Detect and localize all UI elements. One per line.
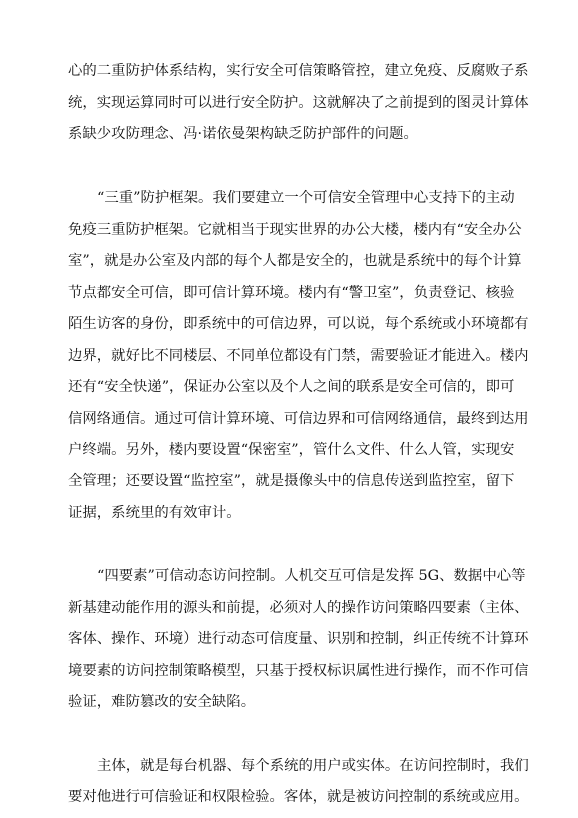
- paragraph-line: 新基建动能作用的源头和前提，必须对人的操作访问策略四要素（主体、: [68, 600, 529, 616]
- paragraph-line: 心的二重防护体系结构，实行安全可信策略管控，建立免疫、反腐败子系: [68, 63, 529, 79]
- paragraph-line: 主体，就是每台机器、每个系统的用户或实体。在访问控制时，我们: [97, 758, 529, 774]
- paragraph-line: 统，实现运算同时可以进行安全防护。这就解决了之前提到的图灵计算体: [68, 95, 529, 111]
- paragraph-line: 免疫三重防护框架。它就相当于现实世界的办公大楼，楼内有“安全办公: [68, 222, 522, 238]
- paragraph-line: 边界，就好比不同楼层、不同单位都设有门禁，需要验证才能进入。楼内: [68, 348, 529, 364]
- paragraph-line: “四要素”可信动态访问控制。人机交互可信是发挥 5G、数据中心等: [97, 568, 526, 584]
- paragraph-line: “三重”防护框架。我们要建立一个可信安全管理中心支持下的主动: [97, 190, 515, 206]
- paragraph-line: 验证，难防篡改的安全缺陷。: [68, 694, 256, 710]
- paragraph-line: 客体、操作、环境）进行动态可信度量、识别和控制，纠正传统不计算环: [68, 631, 529, 647]
- paragraph-line: 境要素的访问控制策略模型，只基于授权标识属性进行操作，而不作可信: [68, 663, 529, 679]
- paragraph-line: 全管理；还要设置“监控室”，就是摄像头中的信息传送到监控室，留下: [68, 473, 515, 489]
- paragraph-line: 还有“安全快递”，保证办公室以及个人之间的联系是安全可信的，即可: [68, 379, 515, 395]
- paragraph-line: 陌生访客的身份，即系统中的可信边界，可以说，每个系统或小环境都有: [68, 316, 529, 332]
- paragraph-line: 系缺少攻防理念、冯·诺依曼架构缺乏防护部件的问题。: [68, 126, 418, 142]
- paragraph-line: 信网络通信。通过可信计算环境、可信边界和可信网络通信，最终到达用: [68, 411, 529, 427]
- paragraph-line: 要对他进行可信验证和权限检验。客体，就是被访问控制的系统或应用。: [68, 789, 529, 805]
- paragraph-line: 室”，就是办公室及内部的每个人都是安全的，也就是系统中的每个计算: [68, 253, 522, 269]
- paragraph-line: 户终端。另外，楼内要设置“保密室”，管什么文件、什么人管，实现安: [68, 442, 515, 458]
- paragraph-line: 证据，系统里的有效审计。: [68, 505, 241, 521]
- paragraph-line: 节点都安全可信，即可信计算环境。楼内有“警卫室”，负责登记、核验: [68, 285, 515, 301]
